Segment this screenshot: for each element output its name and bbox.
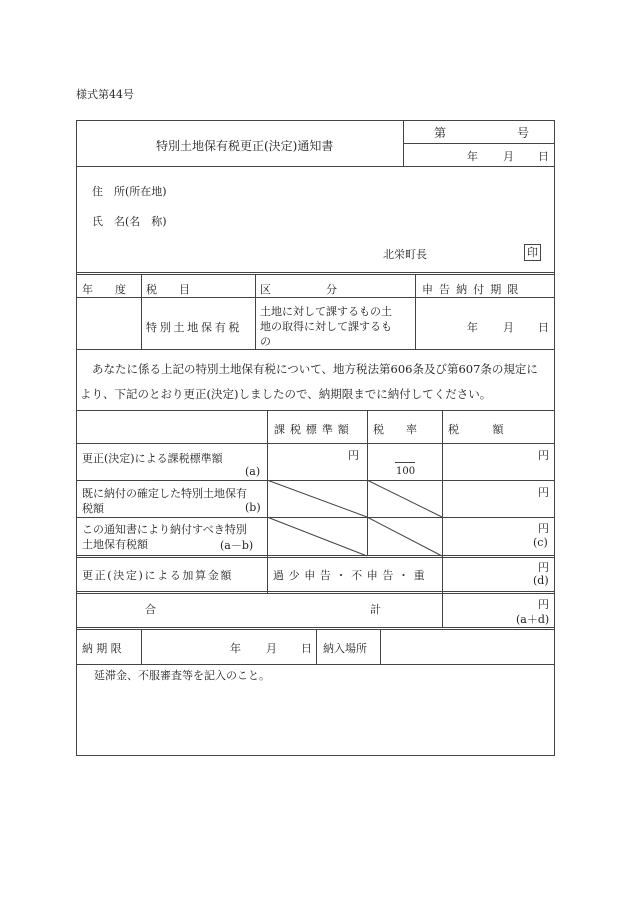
seal-mark: 印 [524,244,541,261]
year-column-header: 年 度 [82,283,126,296]
row-b-rate-diagonal [367,480,442,517]
name-label: 氏 名(名 称) [92,215,167,228]
tax-item-value: 特別土地保有税 [146,321,243,334]
due-label: 納期限 [82,642,125,655]
row-b-base-diagonal [267,480,367,517]
penalty-mark: (d) [533,574,549,587]
row-c-label: この通知書により納付すべき特別 土地保有税額 [82,523,247,551]
row-a-label: 更正(決定)による課税標準額 [82,452,223,465]
row-b-mark: (b) [245,501,261,514]
row-c-mark: (a－b) [220,539,254,552]
due-month: 月 [266,642,277,655]
due-day: 日 [301,642,312,655]
number-prefix: 第 [434,126,447,140]
due-year: 年 [230,642,241,655]
notice-text-line1: あなたに係る上記の特別土地保有税について、地方税法第606条及び第607条の規定に [92,362,538,376]
category-column-header: 区 分 [260,283,337,296]
rate-denominator: 100 [396,466,416,477]
row-b-label: 既に納付の確定した特別土地保有 税額 [82,487,247,515]
deadline-day: 日 [538,321,549,334]
number-suffix: 号 [517,126,530,140]
base-amount-header: 課税標準額 [274,423,354,436]
total-mark: (a＋d) [516,613,550,626]
row-b-yen: 円 [538,486,549,499]
form-number: 様式第44号 [76,88,134,101]
row-c-rate-diagonal [367,517,442,556]
header-month: 月 [503,150,514,163]
deadline-month: 月 [503,321,514,334]
form-title: 特別土地保有税更正(決定)通知書 [156,139,334,153]
tax-amount-header: 税 額 [448,423,508,436]
row-c-yen: 円 [538,522,549,535]
row-a-mark: (a) [245,465,261,478]
deadline-column-header: 申告納付期限 [422,283,525,296]
payment-place-label: 納入場所 [323,642,367,655]
penalty-yen: 円 [538,561,549,574]
category-value: 土地に対して課するもの土 地の取得に対して課するも の [260,305,392,348]
row-a-tax-yen: 円 [538,449,549,462]
row-c-base-diagonal [267,517,367,556]
penalty-label: 更正(決定)による加算金額 [82,569,234,582]
tax-rate-header: 税 率 [373,423,417,436]
row-a-yen: 円 [348,449,359,462]
penalty-types: 過少申告・不申告・重 [273,569,430,582]
row-c-mark2: (c) [533,536,548,549]
total-label-left: 合 [145,603,156,616]
address-label: 住 所(所在地) [92,185,167,198]
deadline-year: 年 [467,321,478,334]
tax-item-column-header: 税 目 [146,283,190,296]
remarks-text: 延滞金、不服審査等を記入のこと。 [94,669,270,682]
total-label-right: 計 [370,603,381,616]
header-year: 年 [467,150,478,163]
total-yen: 円 [538,598,549,611]
issuer-name: 北栄町長 [383,248,427,261]
notice-text-line2: より、下記のとおり更正(決定)しましたので、納期限までに納付してください。 [80,387,492,401]
header-day: 日 [538,150,549,163]
